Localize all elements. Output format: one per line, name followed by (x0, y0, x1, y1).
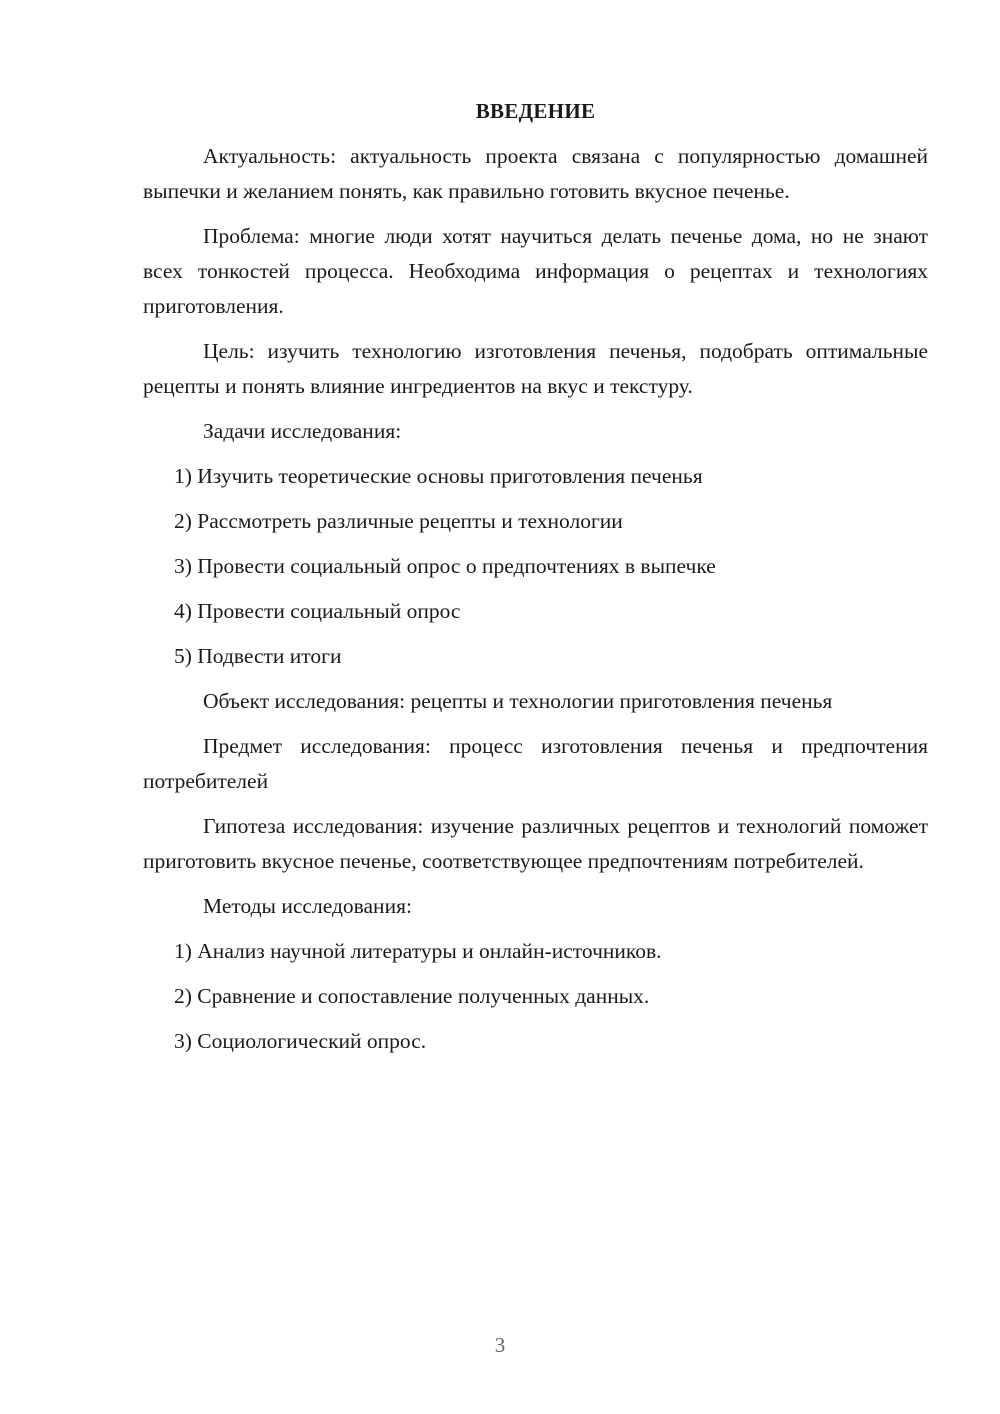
task-item: 3) Провести социальный опрос о предпочтениях в выпечке (174, 554, 716, 578)
problem-paragraph: Проблема: многие люди хотят научиться делать печенье дома, но не знают всех тонкостей процесса. Необходима информация о рецептах и технологиях приготовления. (143, 224, 928, 318)
section-title: ВВЕДЕНИЕ (475, 99, 596, 123)
task-item: 2) Рассмотреть различные рецепты и технологии (174, 509, 623, 533)
relevance-paragraph: Актуальность: актуальность проекта связана с популярностью домашней выпечки и желанием понять, как правильно готовить вкусное печенье. (143, 144, 928, 203)
task-item: 1) Изучить теоретические основы приготовления печенья (174, 464, 703, 488)
hypothesis-paragraph: Гипотеза исследования: изучение различных рецептов и технологий поможет приготовить вкусное печенье, соответствующее предпочтениям потребителей. (143, 814, 928, 873)
tasks-heading: Задачи исследования: (203, 419, 402, 443)
task-item: 4) Провести социальный опрос (174, 599, 461, 623)
page-content (143, 96, 928, 1069)
object-paragraph: Объект исследования: рецепты и технологии приготовления печенья (203, 689, 833, 713)
goal-paragraph: Цель: изучить технологию изготовления печенья, подобрать оптимальные рецепты и понять влияние ингредиентов на вкус и текстуру. (143, 339, 928, 398)
page-number: 3 (494, 1333, 506, 1357)
method-item: 1) Анализ научной литературы и онлайн-источников. (174, 939, 662, 963)
methods-heading: Методы исследования: (203, 894, 412, 918)
method-item: 3) Социологический опрос. (174, 1029, 427, 1053)
subject-paragraph: Предмет исследования: процесс изготовления печенья и предпочтения потребителей (143, 734, 928, 793)
method-item: 2) Сравнение и сопоставление полученных данных. (174, 984, 650, 1008)
task-item: 5) Подвести итоги (174, 644, 342, 668)
